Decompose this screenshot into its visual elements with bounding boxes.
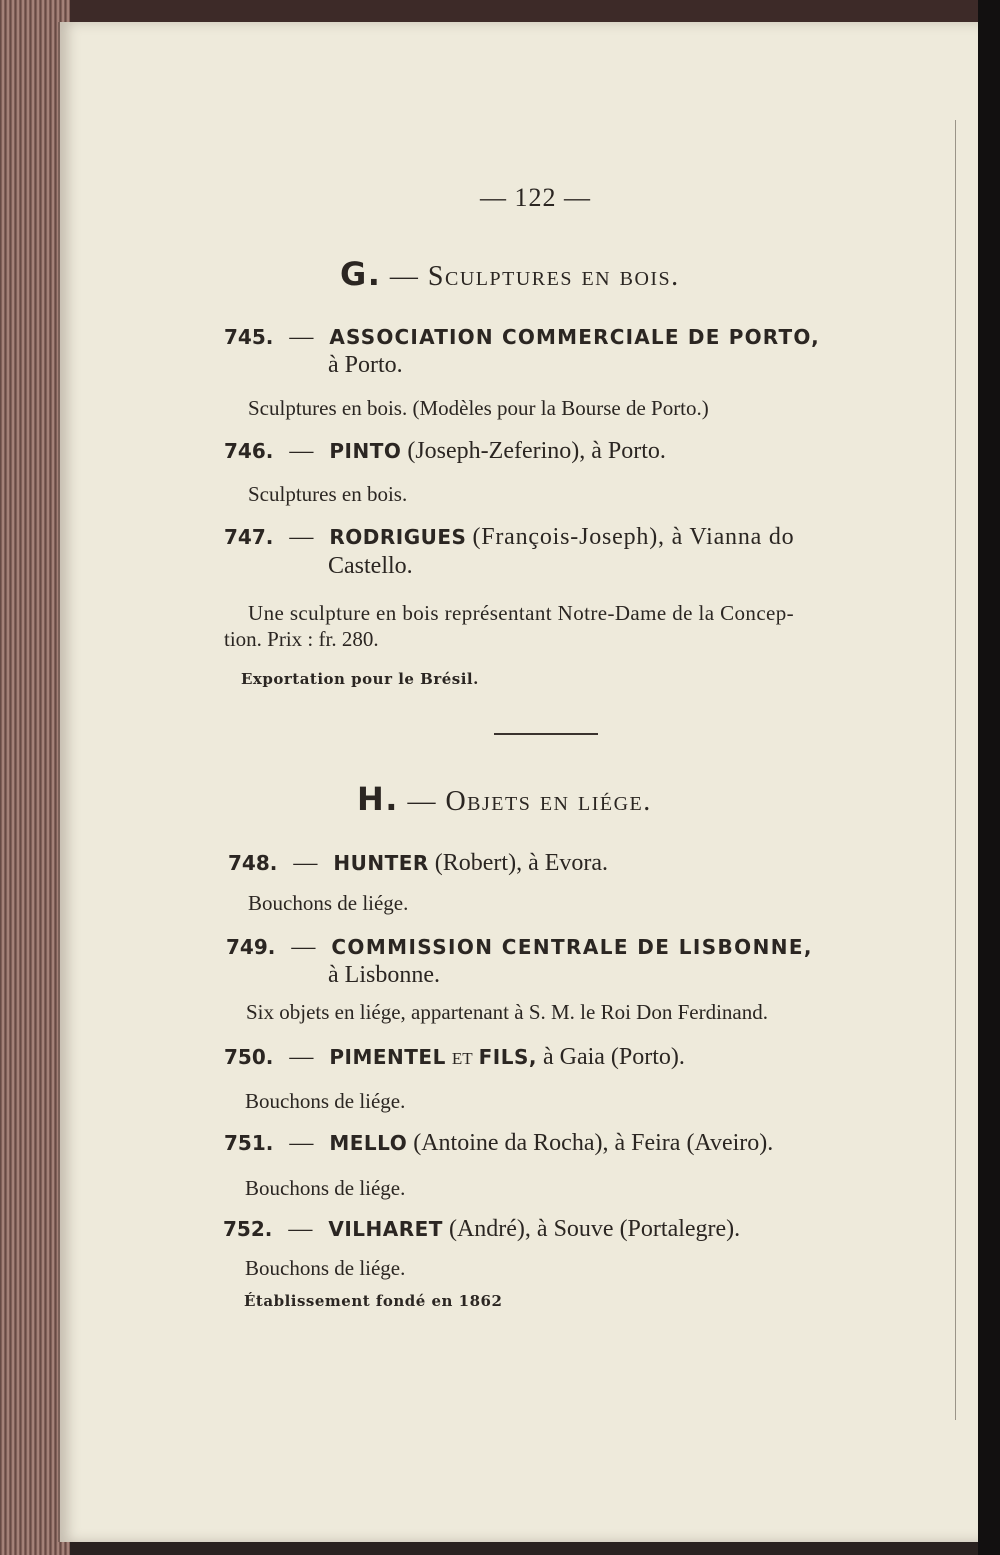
- exhibitor-details: (Joseph-Zeferino), à Porto.: [407, 438, 666, 464]
- entry-751-description: Bouchons de liége.: [245, 1176, 406, 1200]
- entry-750-description: Bouchons de liége.: [245, 1089, 406, 1113]
- conjunction: et: [451, 1044, 473, 1070]
- section-heading: — Sculptures en bois.: [389, 261, 680, 292]
- entry-748-head: [228, 850, 608, 877]
- exhibitor-details: à Gaia (Porto).: [542, 1044, 685, 1070]
- exhibitor-name: HUNTER: [333, 851, 429, 875]
- entry-745-description: Sculptures en bois. (Modèles pour la Bourse de Porto.): [248, 396, 709, 420]
- section-heading: — Objets en liége.: [407, 786, 652, 817]
- entry-749-location: à Lisbonne.: [328, 962, 440, 988]
- exhibitor-name: ASSOCIATION COMMERCIALE DE PORTO,: [329, 325, 820, 349]
- scan-right-edge: [978, 0, 1000, 1555]
- entry-752-description: Bouchons de liége.: [245, 1256, 406, 1280]
- entry-dash: —: [289, 1130, 314, 1156]
- section-letter: G.: [340, 255, 382, 293]
- entry-746-head: [224, 438, 666, 465]
- entry-dash: —: [291, 934, 316, 960]
- exhibitor-details: (Robert), à Evora.: [434, 850, 609, 876]
- entry-dash: —: [289, 524, 314, 550]
- entry-749-head: [226, 934, 813, 961]
- exhibitor-name: PIMENTEL: [329, 1045, 446, 1069]
- entry-dash: —: [289, 324, 314, 350]
- exhibitor-details: (Antoine da Rocha), à Feira (Aveiro).: [413, 1130, 774, 1156]
- entry-number: 749.: [226, 935, 276, 959]
- entry-748-description: Bouchons de liége.: [248, 891, 409, 915]
- exhibitor-name: VILHARET: [328, 1217, 443, 1241]
- entry-747-description-line2: tion. Prix : fr. 280.: [224, 627, 379, 651]
- entry-745-head: [224, 324, 820, 351]
- section-title-h: [357, 780, 652, 818]
- exhibitor-details: (François-Joseph), à Vianna do: [472, 524, 795, 550]
- entry-749-description: Six objets en liége, appartenant à S. M. le Roi Don Ferdinand.: [246, 1000, 768, 1024]
- entry-747-description-line1: Une sculpture en bois représentant Notre-Dame de la Concep-: [248, 601, 795, 625]
- entry-746-description: Sculptures en bois.: [248, 482, 408, 506]
- entry-dash: —: [289, 438, 314, 464]
- entry-747-location: Castello.: [328, 553, 413, 579]
- entry-number: 747.: [224, 525, 274, 549]
- section-divider: [494, 733, 598, 735]
- entry-dash: —: [293, 850, 318, 876]
- entry-number: 750.: [224, 1045, 274, 1069]
- exhibitor-name: PINTO: [329, 439, 402, 463]
- exhibitor-name: COMMISSION CENTRALE DE LISBONNE,: [331, 935, 813, 959]
- entry-number: 752.: [223, 1217, 273, 1241]
- entry-750-head: [224, 1044, 685, 1071]
- entry-number: 745.: [224, 325, 274, 349]
- section-title-g: [340, 255, 680, 293]
- entry-number: 751.: [224, 1131, 274, 1155]
- exhibitor-details: (André), à Souve (Portalegre).: [448, 1216, 741, 1242]
- entry-number: 748.: [228, 851, 278, 875]
- exhibitor-name: RODRIGUES: [329, 525, 467, 549]
- margin-rule: [955, 120, 956, 1420]
- entry-747-head: [224, 524, 794, 551]
- entry-751-head: [224, 1130, 773, 1157]
- exhibitor-name: MELLO: [329, 1131, 408, 1155]
- page-number: — 122 —: [480, 183, 591, 212]
- entry-dash: —: [289, 1044, 314, 1070]
- entry-dash: —: [288, 1216, 313, 1242]
- entry-752-head: [223, 1216, 740, 1243]
- entry-number: 746.: [224, 439, 274, 463]
- entry-752-note: Établissement fondé en 1862: [244, 1292, 503, 1310]
- section-letter: H.: [357, 780, 399, 818]
- scan-top-edge: [0, 0, 1000, 22]
- exhibitor-name-2: FILS,: [478, 1045, 537, 1069]
- entry-745-location: à Porto.: [328, 352, 403, 378]
- entry-747-note: Exportation pour le Brésil.: [241, 670, 479, 688]
